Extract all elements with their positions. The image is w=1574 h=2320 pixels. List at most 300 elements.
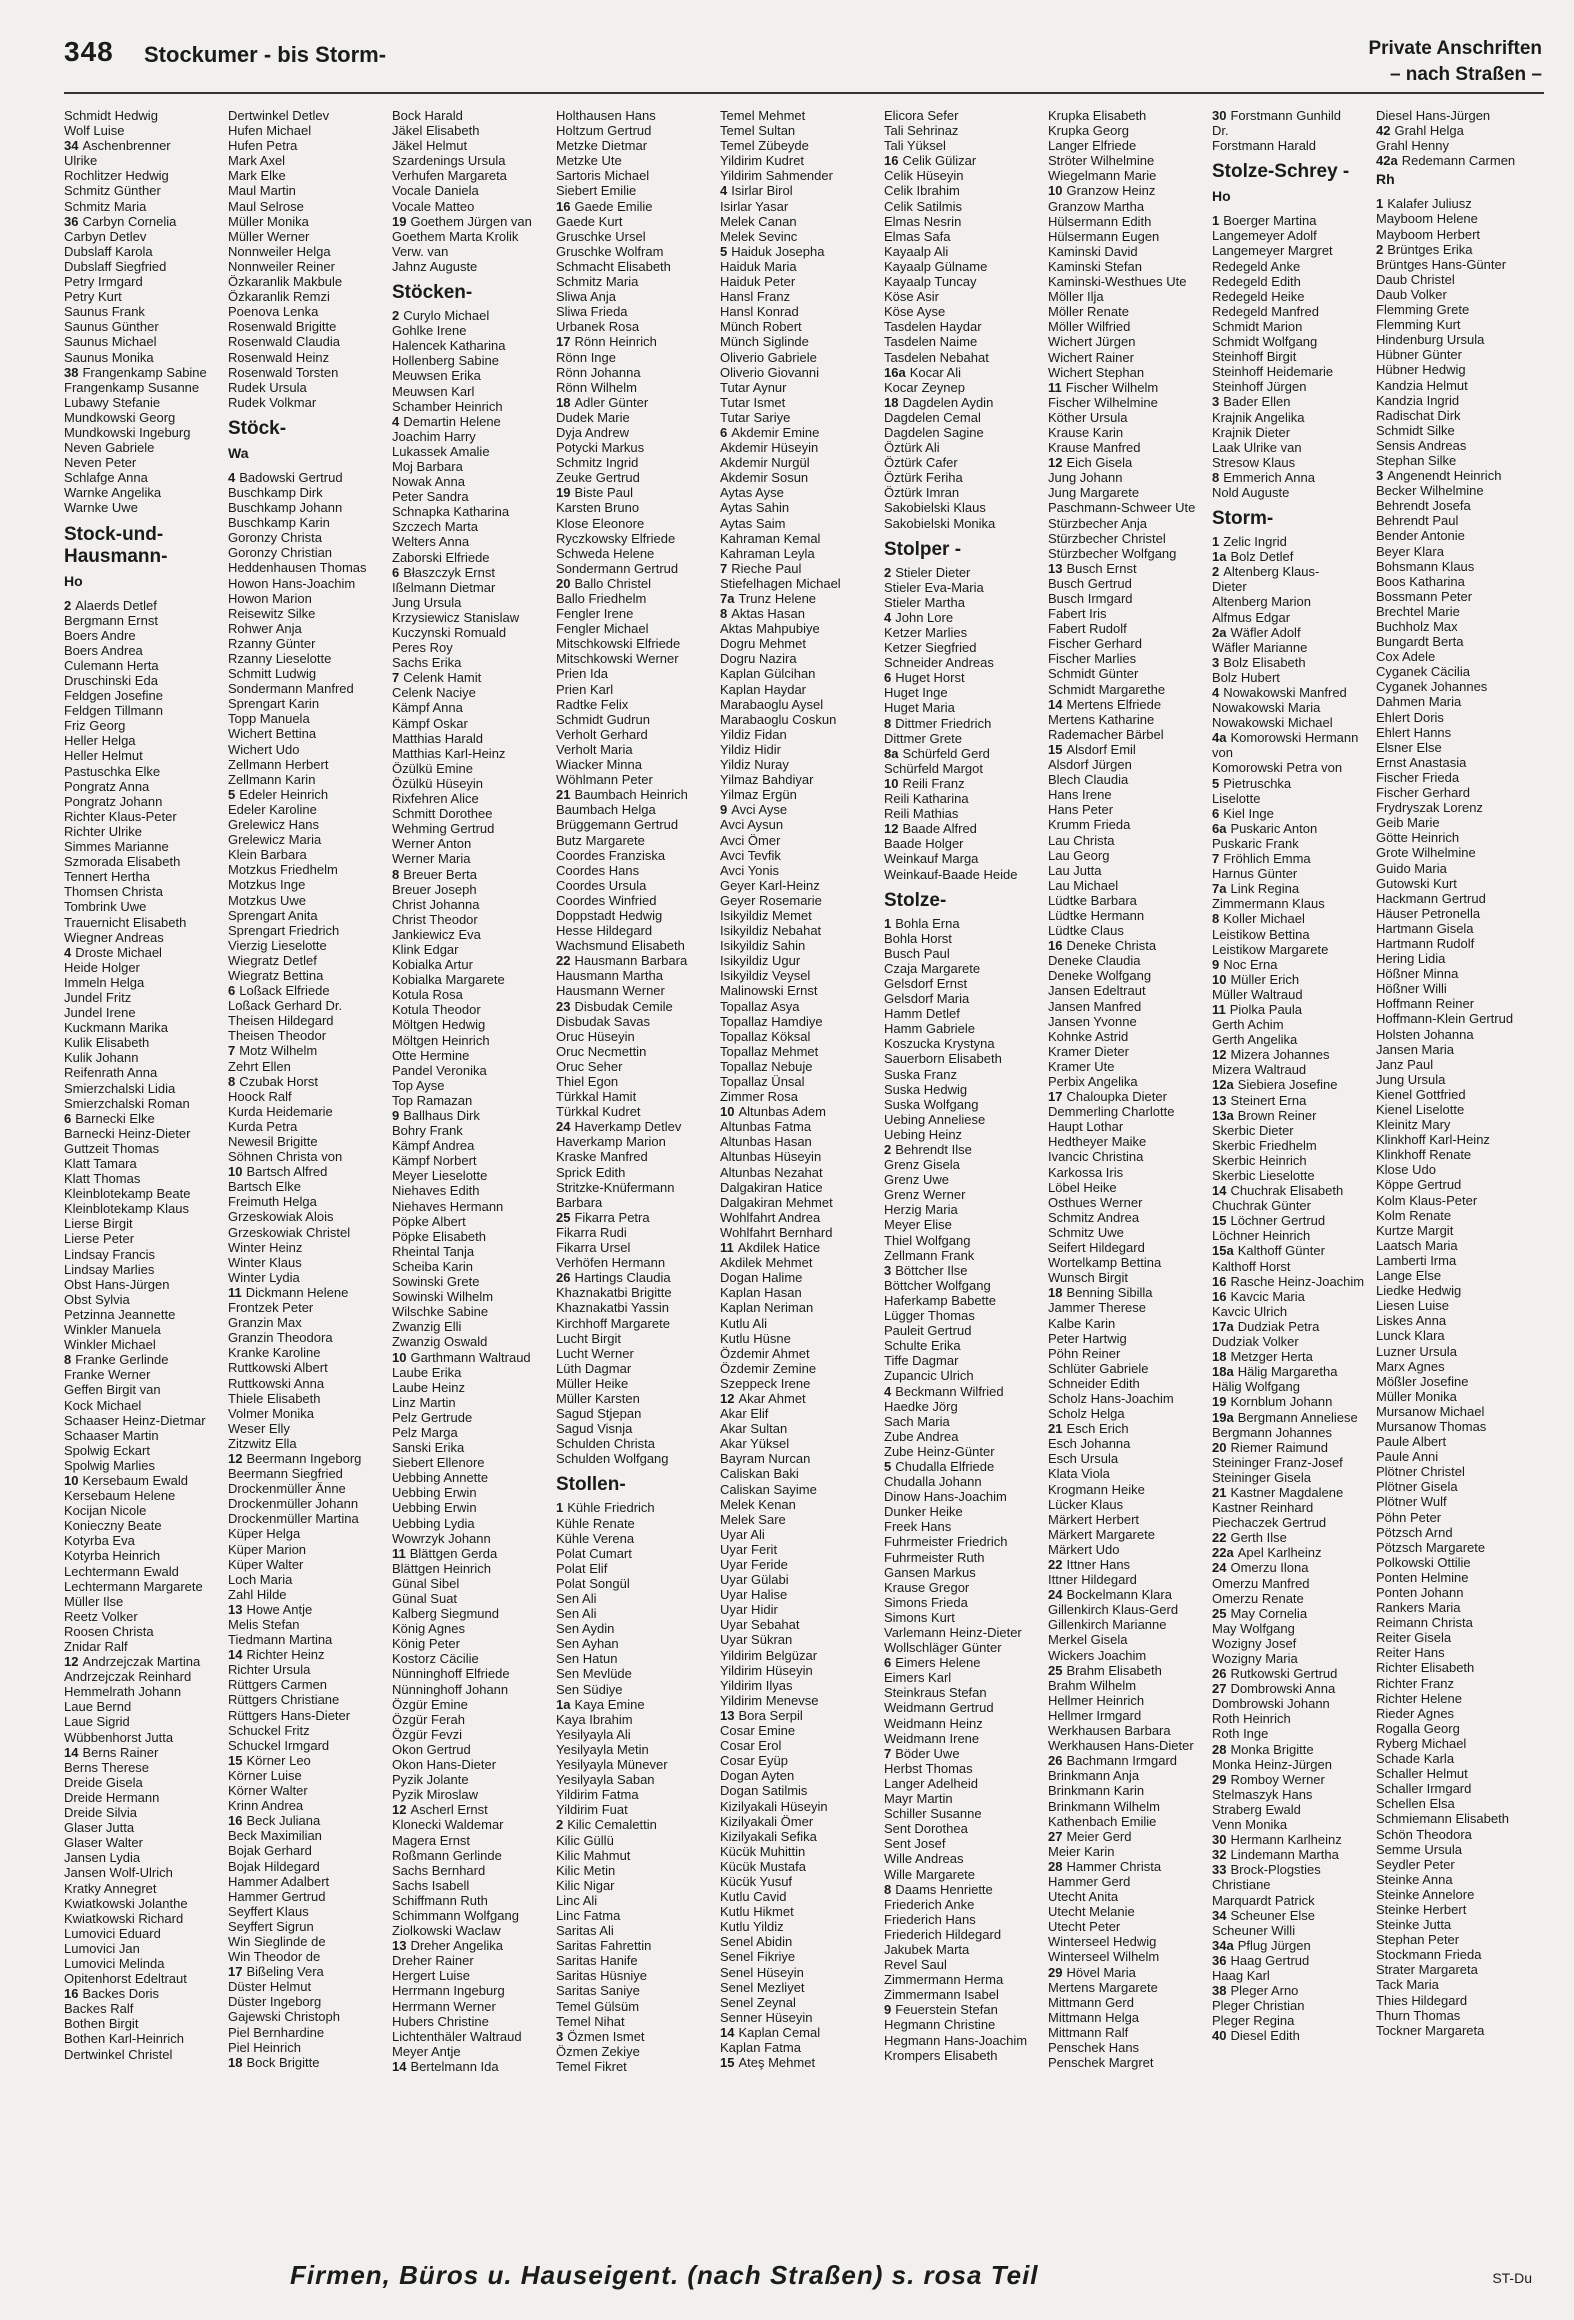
- resident-entry: [64, 1699, 222, 1714]
- resident-name: Fabert Rudolf: [1048, 621, 1127, 637]
- resident-entry: [1212, 1968, 1370, 1983]
- resident-name: Uyar Ali: [720, 1526, 765, 1542]
- resident-name: Warnke Uwe: [64, 500, 138, 516]
- resident-name: Diesel Hans-Jürgen: [1376, 108, 1491, 123]
- resident-entry: [1212, 806, 1370, 821]
- page-header: [64, 36, 1542, 92]
- resident-entry: [1048, 485, 1206, 500]
- resident-name: Ballo Christel: [574, 575, 652, 591]
- resident-name: Wöhlmann Peter: [556, 772, 653, 788]
- resident-entry: [1376, 498, 1534, 513]
- resident-name: Kotula Rosa: [392, 987, 463, 1003]
- resident-name: Kavcic Maria: [1230, 1288, 1305, 1304]
- resident-name: Piolka Paula: [1229, 1001, 1303, 1017]
- resident-name: Hößner Minna: [1376, 966, 1459, 982]
- resident-name: Heide Holger: [64, 959, 140, 975]
- resident-entry: [556, 742, 714, 757]
- resident-entry: [720, 1421, 878, 1436]
- resident-entry: [228, 817, 386, 832]
- resident-name: Öztürk Ali: [884, 440, 940, 456]
- resident-name: Richter Ursula: [228, 1662, 311, 1678]
- resident-entry: [392, 1168, 550, 1183]
- resident-name: Yildirim Fuat: [556, 1802, 628, 1818]
- resident-name: Stockmann Frieda: [1376, 1947, 1482, 1963]
- resident-name: Uyar Hidir: [720, 1602, 778, 1618]
- resident-entry: [884, 1006, 1042, 1021]
- resident-entry: [556, 833, 714, 848]
- resident-entry: [392, 731, 550, 746]
- resident-name: Richter Klaus-Peter: [64, 808, 177, 824]
- resident-entry: [1212, 640, 1370, 655]
- resident-name: Elmas Safa: [884, 228, 951, 244]
- resident-entry: [392, 1863, 550, 1878]
- resident-name: Strater Margareta: [1376, 1962, 1478, 1978]
- resident-name: Götte Heinrich: [1376, 830, 1460, 846]
- resident-name: Obst Sylvia: [64, 1291, 130, 1307]
- resident-name: Kaplan Cemal: [738, 2024, 821, 2040]
- resident-entry: [392, 1365, 550, 1380]
- resident-entry: [64, 839, 222, 854]
- resident-name: Thiel Wolfgang: [884, 1232, 971, 1248]
- resident-name: Schamber Heinrich: [392, 398, 503, 414]
- resident-entry: [392, 108, 550, 123]
- house-number: 4: [64, 944, 72, 960]
- resident-name: Bergmann Ernst: [64, 612, 158, 628]
- resident-name: Steinhoff Birgit: [1212, 349, 1297, 365]
- resident-name: Oruc Seher: [556, 1058, 623, 1074]
- resident-entry: [720, 923, 878, 938]
- resident-name: Lichtenthäler Waltraud: [392, 2028, 522, 2044]
- resident-name: Hübner Günter: [1376, 347, 1462, 363]
- resident-name: Simmes Marianne: [64, 839, 169, 855]
- resident-name: Straberg Ewald: [1212, 1801, 1301, 1817]
- resident-entry: [720, 893, 878, 908]
- resident-name: Sprick Edith: [556, 1164, 626, 1180]
- resident-name: Chuchrak Elisabeth: [1230, 1183, 1344, 1199]
- resident-entry: [392, 489, 550, 504]
- resident-name: Lücker Klaus: [1048, 1496, 1124, 1512]
- resident-name: Drockenmüller Martina: [228, 1511, 359, 1527]
- resident-entry: [392, 550, 550, 565]
- resident-entry: [1376, 740, 1534, 755]
- resident-entry: [1048, 1874, 1206, 1889]
- resident-entry: [392, 716, 550, 731]
- resident-entry: [392, 791, 550, 806]
- resident-entry: [884, 836, 1042, 851]
- resident-entry: [720, 1210, 878, 1225]
- resident-name: Schmitt Dorothee: [392, 806, 493, 822]
- resident-name: Aytas Saim: [720, 515, 786, 531]
- resident-entry: [1376, 1676, 1534, 1691]
- resident-entry: [720, 1482, 878, 1497]
- resident-entry: [392, 1350, 550, 1365]
- resident-entry: [1212, 1259, 1370, 1274]
- resident-entry: [556, 1285, 714, 1300]
- resident-entry: [392, 1153, 550, 1168]
- resident-name: Radtke Felix: [556, 696, 629, 712]
- resident-entry: [228, 530, 386, 545]
- house-number: 1: [884, 915, 892, 931]
- resident-name: Howon Hans-Joachim: [228, 575, 356, 591]
- resident-entry: [556, 983, 714, 998]
- resident-name: Löchner Heinrich: [1212, 1228, 1311, 1244]
- resident-entry: [1376, 1268, 1534, 1283]
- resident-entry: [392, 229, 550, 244]
- resident-entry: [1376, 921, 1534, 936]
- resident-name: Topallaz Hamdiye: [720, 1013, 823, 1029]
- resident-name: Marx Agnes: [1376, 1358, 1445, 1374]
- resident-name: Hindenburg Ursula: [1376, 332, 1485, 348]
- resident-name: Top Ayse: [392, 1077, 445, 1093]
- resident-name: Lindsay Francis: [64, 1246, 156, 1262]
- resident-name: Rönn Heinrich: [574, 334, 657, 350]
- resident-name: Pötzsch Margarete: [1376, 1539, 1486, 1555]
- resident-name: Frangenkamp Sabine: [82, 364, 207, 380]
- resident-entry: [1048, 1451, 1206, 1466]
- resident-name: Geffen Birgit van: [64, 1382, 161, 1398]
- resident-entry: [1212, 942, 1370, 957]
- resident-entry: [556, 863, 714, 878]
- resident-entry: [64, 1231, 222, 1246]
- resident-name: Seifert Hildegard: [1048, 1240, 1145, 1256]
- resident-name: Kurda Petra: [228, 1118, 298, 1134]
- resident-name: Sprengart Friedrich: [228, 922, 340, 938]
- resident-name: Werkhausen Hans-Dieter: [1048, 1738, 1194, 1754]
- resident-entry: [884, 1700, 1042, 1715]
- house-number: 14: [228, 1647, 243, 1663]
- resident-name: Müller Waltraud: [1212, 986, 1303, 1002]
- house-number: 13: [392, 1938, 407, 1954]
- resident-name: Wichert Rainer: [1048, 349, 1134, 365]
- house-number: 14: [64, 1744, 79, 1760]
- resident-name: Yildirim Belgüzar: [720, 1647, 818, 1663]
- resident-name: Jansen Edeltraut: [1048, 983, 1146, 999]
- resident-name: Piel Heinrich: [228, 2039, 301, 2055]
- resident-entry: [884, 776, 1042, 791]
- header-right-line2: – nach Straßen –: [1389, 64, 1542, 85]
- resident-entry: [884, 1474, 1042, 1489]
- resident-entry: [392, 1395, 550, 1410]
- resident-entry: [720, 621, 878, 636]
- resident-entry: [1048, 1632, 1206, 1647]
- resident-entry: [392, 1833, 550, 1848]
- resident-name: Szczech Marta: [392, 519, 478, 535]
- resident-name: Smierzchalski Lidia: [64, 1080, 176, 1096]
- resident-name: Warnke Angelika: [64, 485, 162, 501]
- resident-name: Schmacht Elisabeth: [556, 258, 671, 274]
- resident-name: Sakobielski Klaus: [884, 500, 986, 516]
- resident-entry: [392, 1817, 550, 1832]
- resident-entry: [1376, 679, 1534, 694]
- resident-name: Berns Therese: [64, 1759, 150, 1775]
- resident-entry: [228, 1360, 386, 1375]
- resident-entry: [720, 183, 878, 198]
- resident-entry: [392, 1531, 550, 1546]
- resident-entry: [1376, 1766, 1534, 1781]
- resident-name: Tack Maria: [1376, 1977, 1439, 1993]
- house-number: 18: [556, 394, 571, 410]
- house-number: 5: [720, 243, 728, 259]
- resident-entry: [884, 1429, 1042, 1444]
- resident-entry: [64, 884, 222, 899]
- resident-entry: [64, 1201, 222, 1216]
- resident-name: Deneke Christa: [1066, 938, 1157, 954]
- resident-entry: [556, 153, 714, 168]
- resident-entry: [228, 711, 386, 726]
- resident-name: Howe Antje: [246, 1601, 313, 1617]
- resident-name: Daams Henriette: [895, 1881, 993, 1897]
- resident-name: Pöpke Albert: [392, 1213, 466, 1229]
- street-heading: Stolze-: [884, 889, 947, 911]
- resident-name: Alsdorf Jürgen: [1048, 757, 1132, 773]
- resident-name: Kahraman Kemal: [720, 530, 821, 546]
- resident-name: Uyar Gülabi: [720, 1572, 789, 1588]
- resident-entry: [1048, 380, 1206, 395]
- resident-name: Fischer Gerhard: [1376, 785, 1470, 801]
- resident-entry: [556, 1119, 714, 1134]
- resident-name: Bader Ellen: [1223, 394, 1291, 410]
- resident-name: Lau Christa: [1048, 832, 1115, 848]
- resident-name: Schmidt Silke: [1376, 422, 1455, 438]
- house-number: 17a: [1212, 1318, 1234, 1334]
- resident-name: Dubslaff Karola: [64, 243, 153, 259]
- resident-entry: [1048, 1316, 1206, 1331]
- resident-entry: [884, 1368, 1042, 1383]
- resident-name: Lechtermann Margarete: [64, 1578, 203, 1594]
- resident-name: Bertelmann Ida: [410, 2058, 499, 2074]
- resident-name: Hoock Ralf: [228, 1088, 292, 1104]
- resident-entry: [884, 455, 1042, 470]
- house-number: 8: [1212, 911, 1220, 927]
- resident-entry: [228, 1934, 386, 1949]
- resident-name: Haverkamp Marion: [556, 1134, 666, 1150]
- resident-name: Böder Uwe: [895, 1745, 960, 1761]
- resident-name: Marabaoglu Coskun: [720, 711, 837, 727]
- resident-entry: [884, 425, 1042, 440]
- resident-name: Klose Eleonore: [556, 515, 645, 531]
- resident-entry: [228, 923, 386, 938]
- resident-name: Yesilyayla Ali: [556, 1726, 631, 1742]
- resident-name: Breuer Berta: [403, 866, 477, 882]
- resident-entry: [64, 643, 222, 658]
- resident-name: Zellmann Karin: [228, 771, 316, 787]
- resident-name: Ulrike: [64, 153, 98, 169]
- resident-entry: [392, 746, 550, 761]
- resident-entry: [884, 1534, 1042, 1549]
- resident-name: Liedke Hedwig: [1376, 1283, 1462, 1299]
- resident-name: Hellmer Heinrich: [1048, 1692, 1145, 1708]
- house-number: 34: [64, 138, 79, 154]
- resident-name: Brown Reiner: [1237, 1107, 1317, 1123]
- resident-name: Hellmer Irmgard: [1048, 1707, 1142, 1723]
- resident-name: Temel Fikret: [556, 2058, 627, 2074]
- resident-entry: [720, 1104, 878, 1119]
- resident-name: Weidmann Gertrud: [884, 1700, 994, 1716]
- resident-name: Grzeskowiak Alois: [228, 1209, 334, 1225]
- resident-name: Weinkauf-Baade Heide: [884, 866, 1018, 882]
- resident-name: Deneke Claudia: [1048, 953, 1141, 969]
- resident-entry: [1376, 347, 1534, 362]
- resident-name: Steinke Herbert: [1376, 1901, 1467, 1917]
- resident-entry: [1376, 1147, 1534, 1162]
- resident-name: Özgür Emine: [392, 1696, 468, 1712]
- resident-name: Winkler Manuela: [64, 1322, 161, 1338]
- resident-name: Möltgen Hedwig: [392, 1017, 486, 1033]
- resident-name: Coordes Franziska: [556, 847, 666, 863]
- resident-entry: [392, 1017, 550, 1032]
- house-number: 16: [1048, 938, 1063, 954]
- resident-name: Isikyildiz Sahin: [720, 938, 806, 954]
- resident-name: Mertens Margarete: [1048, 1979, 1158, 1995]
- resident-name: Lucht Birgit: [556, 1330, 622, 1346]
- resident-entry: [228, 1240, 386, 1255]
- resident-entry: [1048, 546, 1206, 561]
- resident-name: Karsten Bruno: [556, 500, 640, 516]
- resident-name: Linc Fatma: [556, 1907, 621, 1923]
- house-number: 2: [884, 564, 892, 580]
- resident-entry: [392, 1002, 550, 1017]
- resident-entry: [228, 2040, 386, 2055]
- resident-entry: [720, 1542, 878, 1557]
- resident-entry: [720, 123, 878, 138]
- resident-entry: [556, 425, 714, 440]
- resident-entry: [64, 1790, 222, 1805]
- resident-entry: [884, 1610, 1042, 1625]
- resident-entry: [720, 1587, 878, 1602]
- resident-entry: [64, 794, 222, 809]
- resident-name: Mitschkowski Elfriede: [556, 636, 681, 652]
- resident-entry: [64, 2016, 222, 2031]
- resident-name: Thiele Elisabeth: [228, 1390, 321, 1406]
- resident-entry: [228, 153, 386, 168]
- resident-entry: [1048, 1648, 1206, 1663]
- resident-name: Avci Ömer: [720, 832, 781, 848]
- resident-entry: [64, 1986, 222, 2001]
- resident-entry: [884, 1399, 1042, 1414]
- resident-name: Yildirim Kudret: [720, 153, 805, 169]
- resident-name: Ponten Helmine: [1376, 1569, 1469, 1585]
- resident-entry: [392, 776, 550, 791]
- resident-entry: [228, 1194, 386, 1209]
- resident-name: Senel Mezliyet: [720, 1979, 805, 1995]
- resident-name: Kücük Muhittin: [720, 1843, 806, 1859]
- resident-entry: [1376, 951, 1534, 966]
- resident-name: Laue Sigrid: [64, 1714, 130, 1730]
- resident-name: Kocar Zeynep: [884, 379, 965, 395]
- resident-name: Mertens Katharine: [1048, 711, 1155, 727]
- resident-entry: [556, 1014, 714, 1029]
- resident-entry: [1376, 694, 1534, 709]
- resident-name: Meier Gerd: [1066, 1828, 1132, 1844]
- resident-name: Altunbas Nezahat: [720, 1164, 823, 1180]
- resident-name: Roth Heinrich: [1212, 1711, 1291, 1727]
- resident-name: Trunz Helene: [738, 591, 817, 606]
- resident-entry: [392, 1455, 550, 1470]
- resident-name: Utecht Anita: [1048, 1889, 1119, 1905]
- resident-name: Oruc Necmettin: [556, 1043, 647, 1059]
- house-number: 29: [1212, 1771, 1227, 1787]
- resident-name: Sen Ali: [556, 1591, 597, 1606]
- resident-entry: [64, 1141, 222, 1156]
- resident-entry: [1048, 878, 1206, 893]
- resident-entry: [392, 595, 550, 610]
- resident-name: Skerbic Lieselotte: [1212, 1168, 1315, 1183]
- resident-entry: [1048, 123, 1206, 138]
- resident-entry: [64, 183, 222, 198]
- resident-name: Thiel Egon: [556, 1074, 619, 1089]
- resident-entry: [64, 1730, 222, 1745]
- resident-name: Błaszczyk Ernst: [403, 564, 495, 580]
- resident-entry: [64, 380, 222, 395]
- resident-entry: [1212, 379, 1370, 394]
- resident-entry: [1376, 332, 1534, 347]
- resident-name: Siebert Ellenore: [392, 1455, 485, 1471]
- resident-entry: [392, 138, 550, 153]
- resident-entry: [64, 1186, 222, 1201]
- resident-name: Droste Michael: [75, 944, 162, 960]
- resident-entry: [1376, 1887, 1534, 1902]
- resident-entry: [556, 1712, 714, 1727]
- resident-name: Rasche Heinz-Joachim: [1230, 1273, 1365, 1289]
- resident-entry: [720, 1074, 878, 1089]
- resident-entry: [64, 485, 222, 500]
- resident-name: Krupka Georg: [1048, 123, 1129, 139]
- resident-entry: [228, 229, 386, 244]
- resident-name: Kornblum Johann: [1230, 1394, 1333, 1410]
- resident-entry: [720, 350, 878, 365]
- resident-name: Perbix Angelika: [1048, 1074, 1138, 1089]
- resident-entry: [64, 455, 222, 470]
- resident-entry: [720, 470, 878, 485]
- resident-entry: [392, 1651, 550, 1666]
- resident-name: Fengler Michael: [556, 621, 649, 637]
- resident-name: Caliskan Baki: [720, 1466, 799, 1482]
- resident-name: Söhnen Christa von: [228, 1149, 343, 1165]
- resident-name: Mitschkowski Werner: [556, 651, 679, 667]
- resident-name: Klata Viola: [1048, 1466, 1110, 1482]
- resident-entry: [1212, 1953, 1370, 1968]
- resident-entry: [64, 1941, 222, 1956]
- resident-entry: [1212, 534, 1370, 549]
- resident-name: Temel Gülsüm: [556, 1998, 640, 2014]
- house-number: 13: [228, 1601, 243, 1617]
- resident-entry: [884, 1791, 1042, 1806]
- directory-column: [556, 108, 714, 2193]
- resident-name: Rzanny Lieselotte: [228, 651, 332, 666]
- resident-name: Laue Bernd: [64, 1699, 132, 1715]
- resident-entry: [720, 1331, 878, 1346]
- resident-name: Rosenwald Heinz: [228, 349, 330, 365]
- resident-entry: [228, 1179, 386, 1194]
- resident-entry: [1048, 1210, 1206, 1225]
- resident-entry: [884, 700, 1042, 715]
- resident-name: Brinkmann Karin: [1048, 1783, 1145, 1799]
- house-number: 12a: [1212, 1077, 1234, 1093]
- resident-name: Özkaranlik Makbule: [228, 274, 343, 290]
- resident-entry: [392, 1893, 550, 1908]
- resident-entry: [1048, 1044, 1206, 1059]
- resident-entry: [1048, 1059, 1206, 1074]
- resident-name: Müller Erich: [1230, 971, 1300, 987]
- resident-entry: [556, 1999, 714, 2014]
- resident-name: Uebing Heinz: [884, 1126, 963, 1142]
- resident-name: Brechtel Marie: [1376, 603, 1460, 619]
- resident-entry: [720, 1376, 878, 1391]
- house-number: 9: [884, 2002, 892, 2018]
- house-number: 32: [1212, 1847, 1227, 1863]
- resident-name: Omerzu Renate: [1212, 1590, 1304, 1606]
- resident-entry: [1376, 1962, 1534, 1977]
